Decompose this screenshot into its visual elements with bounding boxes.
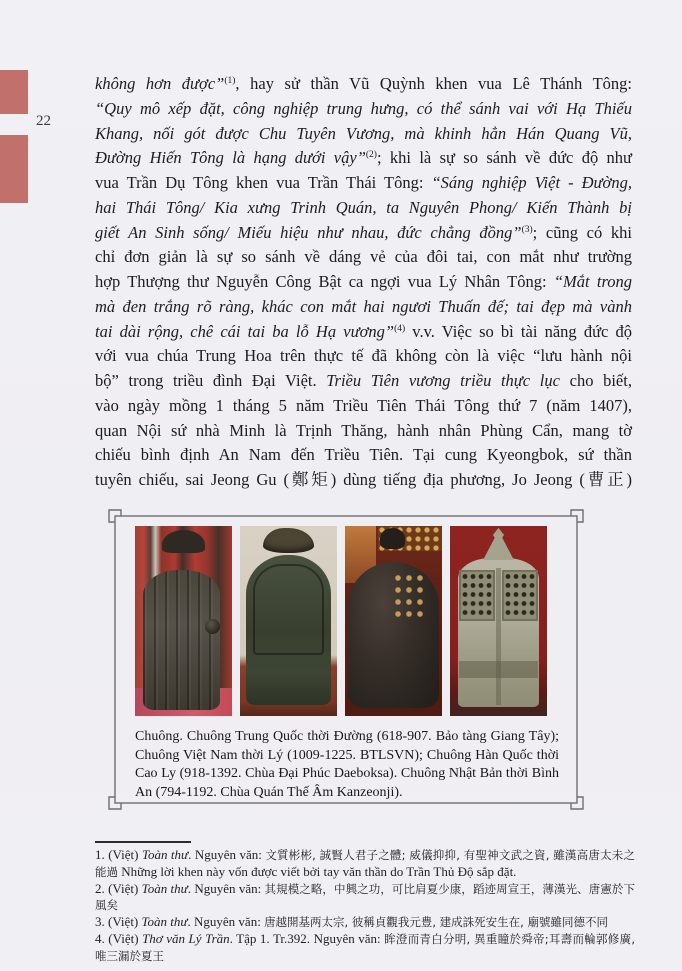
- text-run: giết An Sinh sống/ Miếu hiệu như nhau, đức chẳng đồng”: [95, 222, 522, 242]
- photo-bell-japan-heian: [450, 526, 547, 716]
- text-run: 3. (Việt): [95, 914, 142, 930]
- photo-bell-korea-goryeo: [345, 526, 442, 716]
- figure-caption: Chuông. Chuông Trung Quốc thời Đường (618-907. Bảo tàng Giang Tây); Chuông Việt Nam thời Lý (1009-1225. BTLSVN); Chuông Hàn Quốc thời Cao Ly (918-1392. Chùa Đại Phúc Daeboksa). Chuông Nhật Bản thời Bình An (794-1192. Chùa Quán Thế Âm Kanzeonji).: [135, 729, 559, 800]
- bell-stud-grid: [394, 574, 426, 622]
- page-number: 22: [36, 113, 51, 129]
- bell-handle: [380, 528, 405, 549]
- bell-handle: [162, 530, 205, 553]
- figure-frame: [105, 506, 587, 813]
- footnote: [95, 847, 635, 881]
- text-run: với vua chúa Trung Hoa trên thực tế đã không còn là việc “lưu hành nội: [95, 346, 632, 366]
- text-run: “Mắt trong: [553, 272, 632, 291]
- text-run: chỉ đơn giản là sự so sánh về dáng vẻ của đôi tai, con mắt như trường: [95, 247, 632, 267]
- body-line: [95, 344, 632, 369]
- body-line: [95, 295, 632, 320]
- text-run: (3): [521, 224, 533, 235]
- bell-dragon-handle: [263, 528, 313, 553]
- body-line: [95, 245, 632, 270]
- text-run: (1): [224, 76, 236, 86]
- footnote-separator: [95, 841, 191, 843]
- body-line: [95, 122, 632, 147]
- body-line: [95, 320, 632, 345]
- margin-red-block-top: [0, 70, 28, 114]
- body-line: [95, 97, 632, 122]
- text-run: 4. (Việt): [95, 930, 143, 946]
- body-line: [95, 171, 632, 196]
- text-run: 文質彬彬, 誠賢人君子之體; 威儀抑抑, 有聖神文武之資, 雖漢高唐太未之能過: [95, 848, 635, 879]
- text-run: . Nguyên văn:: [188, 847, 266, 862]
- text-run: Toàn thư: [141, 880, 188, 896]
- text-run: “Quy mô xếp đặt, công nghiệp trung hưng, có thể sánh vai với Hạ Thiếu: [95, 98, 632, 118]
- text-run: mà đen trắng rõ ràng, khác con mắt hai ngươi Thuấn đế; tai đẹp mà vành: [95, 296, 632, 316]
- text-run: (4): [394, 323, 406, 334]
- text-run: hai Thái Tông/ Kia xưng Trinh Quán, ta Nguyên Phong/ Kiến Thành bị: [95, 197, 632, 217]
- body-line: [95, 443, 632, 468]
- body-line: [95, 196, 632, 221]
- text-run: . Tập 1. Tr.392. Nguyên văn:: [229, 930, 385, 946]
- margin-red-block-bottom: [0, 135, 28, 203]
- body-line: [95, 419, 632, 444]
- text-run: tuyên chiếu, sai Jeong Gu (鄭矩) dùng tiếng địa phương, Jo Jeong (曹正): [95, 470, 632, 489]
- bell-silhouette: [143, 570, 221, 711]
- footnote: [95, 914, 635, 931]
- text-run: vua Trần Dụ Tông khen vua Trần Thái Tông:: [95, 173, 432, 192]
- text-run: hợp Thượng thư Nguyễn Công Bật ca ngợi vua Lý Nhân Tông:: [95, 272, 554, 291]
- body-line: [95, 72, 632, 97]
- text-run: quan Nội sứ nhà Minh là Trịnh Thăng, hành nhân Phùng Cẩn, mang tờ: [95, 420, 632, 440]
- text-run: 2. (Việt): [95, 880, 142, 896]
- text-run: v.v. Việc so bì tài năng đức độ: [405, 321, 633, 341]
- bell-stud-grid: [459, 570, 495, 622]
- text-run: Toàn thư: [141, 847, 189, 862]
- footnotes: [95, 847, 635, 965]
- bell-stud-grid: [502, 570, 538, 622]
- text-run: “Sáng nghiệp Việt - Đường,: [431, 173, 632, 192]
- text-run: ; khi là sự so sánh về đức độ như: [376, 148, 632, 168]
- body-line: [95, 394, 632, 419]
- photo-bell-china-tang: [135, 526, 232, 716]
- text-run: không hơn được”: [95, 74, 225, 93]
- text-run: chiếu bình định An Nam đến Triều Tiên. Tại cung Kyeongbok, sứ thần: [95, 445, 632, 465]
- body-line: [95, 221, 632, 246]
- text-run: vào ngày mồng 1 tháng 5 năm Triều Tiên Thái Tông thứ 7 (năm 1407),: [95, 395, 632, 415]
- bell-vertical-band: [496, 568, 502, 705]
- footnote: [95, 931, 635, 965]
- footnote: [95, 881, 635, 915]
- bell-lower-band: [459, 661, 539, 678]
- bell-photos: [135, 526, 557, 716]
- text-run: (2): [365, 150, 377, 161]
- bell-panel: [253, 564, 325, 655]
- text-run: Khang, nối gót được Chu Tuyên Vương, mà khinh hẳn Hán Quang Vũ,: [95, 123, 632, 143]
- body-line: [95, 468, 632, 493]
- text-run: . Nguyên văn:: [187, 914, 265, 930]
- text-run: 1. (Việt): [95, 847, 142, 862]
- text-run: Đường Hiến Tông là hạng dưới vậy”: [95, 148, 366, 168]
- text-run: bộ” trong triều đình Đại Việt.: [95, 371, 327, 390]
- text-run: Triều Tiên vương triều thực lục: [326, 371, 560, 390]
- text-run: ; cũng có khi: [532, 222, 632, 242]
- body-line: [95, 146, 632, 171]
- body-text: [95, 72, 632, 493]
- text-run: Những lời khen này vốn được viết bởi tay văn thần do Trần Thủ Độ sắp đặt.: [118, 863, 517, 879]
- text-run: Toàn thư: [141, 914, 188, 930]
- body-line: [95, 369, 632, 394]
- text-run: . Nguyên văn:: [187, 880, 265, 896]
- text-run: 眸澄而青白分明, 異重瞳於舜帝;耳壽而輪郭修廣, 唯三漏於夏王: [95, 931, 635, 963]
- body-line: [95, 270, 632, 295]
- text-run: 唐越開基两太宗, 彼稱貞觀我元豊, 建成誅死安生在, 廟號雖同德不同: [264, 915, 608, 930]
- text-run: cho biết,: [559, 371, 632, 390]
- text-run: 其規模之略，中興之功，可比肩夏少康，蹈迹周宣王，薄漢光、唐憲於下風矣: [95, 881, 635, 913]
- bell-crown: [483, 528, 514, 560]
- photo-bell-vietnam-ly: [240, 526, 337, 716]
- text-run: , hay sử thần Vũ Quỳnh khen vua Lê Thánh Tông:: [235, 74, 632, 93]
- text-run: tai dài rộng, chê cái tai ba lỗ Hạ vương”: [95, 321, 395, 341]
- text-run: Thơ văn Lý Trần: [142, 930, 230, 946]
